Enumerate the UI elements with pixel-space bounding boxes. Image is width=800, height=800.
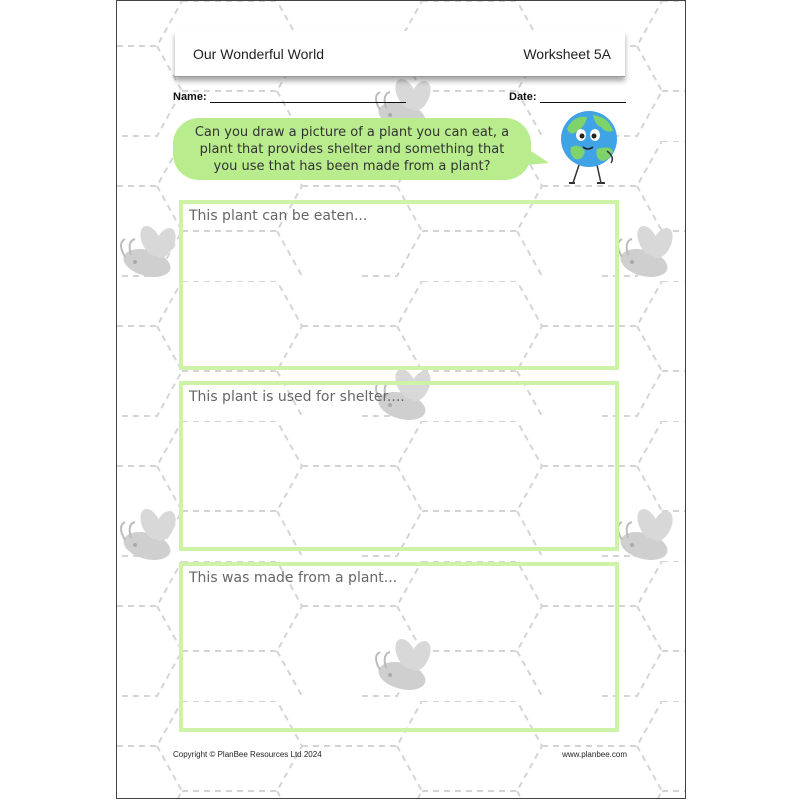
drawing-box-label: This plant is used for shelter....: [189, 389, 405, 405]
globe-mascot-icon: [557, 107, 623, 191]
name-label: Name:: [173, 91, 207, 103]
worksheet-number: Worksheet 5A: [523, 45, 611, 62]
website-link[interactable]: www.planbee.com: [562, 750, 627, 759]
drawing-box-made-from-plant[interactable]: [179, 562, 619, 732]
drawing-box-shelter[interactable]: [179, 381, 619, 551]
date-field[interactable]: [509, 91, 626, 103]
drawing-box-label: This plant can be eaten...: [189, 208, 368, 224]
drawing-box-eaten[interactable]: [179, 200, 619, 370]
date-line[interactable]: [540, 92, 626, 103]
worksheet-title: Our Wonderful World: [193, 45, 324, 62]
name-line[interactable]: [210, 92, 406, 103]
drawing-box-label: This was made from a plant...: [189, 570, 398, 586]
prompt-bubble: [173, 118, 531, 180]
name-field[interactable]: [173, 91, 406, 103]
worksheet-page: [116, 0, 686, 799]
worksheet-header: [175, 31, 625, 77]
bubble-tail: [525, 147, 551, 167]
date-label: Date:: [509, 91, 537, 103]
copyright-text: Copyright © PlanBee Resources Ltd 2024: [173, 750, 322, 759]
prompt-text: Can you draw a picture of a plant you can eat, a plant that provides shelter and something that you use that has been made from a plant?: [194, 124, 510, 174]
